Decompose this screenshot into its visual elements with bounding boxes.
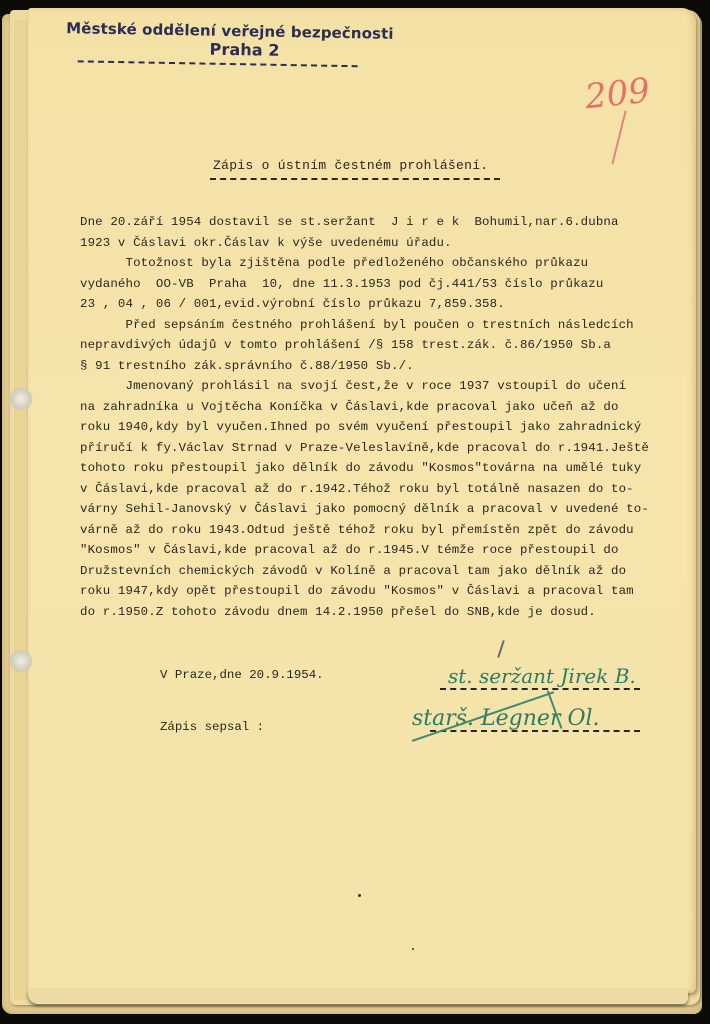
body-line: tohoto roku přestoupil jako dělník do závodu "Kosmos"továrna na umělé tuky: [80, 461, 642, 475]
title-underline: [210, 178, 500, 180]
body-line: Jmenovaný prohlásil na svojí čest,že v roce 1937 vstoupil do učení: [80, 379, 627, 393]
stamp-office-name: Městské oddělení veřejné bezpečnosti: [66, 19, 394, 43]
body-line: roku 1947,kdy opět přestoupil do závodu "Kosmos" v Čáslavi a pracoval tam: [80, 584, 634, 598]
body-line: příručí k fy.Václav Strnad v Praze-Veleslavíně,kde pracoval do r.1941.Ještě: [80, 440, 649, 455]
body-line: roku 1940,kdy byl vyučen.Ihned po svém vyučení přestoupil jako zahradnický: [80, 420, 642, 434]
paper-speck: [358, 894, 361, 897]
body-line: 23 , 04 , 06 / 001,evid.výrobní číslo průkazu 7,859.358.: [80, 297, 505, 311]
binding-string-knot-icon: [8, 388, 34, 410]
body-line: vydaného OO-VB Praha 10, dne 11.3.1953 pod čj.441/53 číslo průkazu: [80, 276, 604, 291]
declaration-body: [80, 212, 680, 622]
body-line: Totožnost byla zjištěna podle předloženého občanského průkazu: [80, 256, 589, 270]
body-line: § 91 trestního zák.správního č.88/1950 Sb./.: [80, 358, 414, 373]
binding-string-knot-icon: [8, 650, 34, 672]
page-bottom-edge: [28, 990, 688, 1004]
stamp-city: Praha 2: [209, 39, 280, 60]
body-line: do r.1950.Z tohoto závodu dnem 14.2.1950 přešel do SNB,kde je dosud.: [80, 604, 596, 619]
declarant-signature: st. seržant Jirek B.: [448, 664, 636, 688]
body-line: nepravdivých údajů v tomto prohlášení /§ 158 trest.zák. č.86/1950 Sb.a: [80, 338, 611, 352]
folio-number: 209: [583, 70, 652, 118]
declarant-signature-line: [440, 688, 640, 690]
recorder-signature-line: [430, 730, 640, 732]
recorder-signature: starš. Legner Ol.: [412, 706, 600, 731]
body-line: na zahradníka u Vojtěcha Koníčka v Čáslavi,kde pracoval jako učeň až do: [80, 399, 619, 414]
body-line: v Čáslavi,kde pracoval až do r.1942.Téhož roku byl totálně nasazen do to-: [80, 481, 634, 496]
document-title: Zápis o ústním čestném prohlášení.: [213, 158, 489, 173]
body-line: Družstevních chemických závodů v Kolíně a pracoval tam jako dělník až do: [80, 563, 627, 578]
body-line: várně až do roku 1943.Odtud ještě téhož roku byl přemístěn zpět do závodu: [80, 522, 634, 537]
recorded-by-label: Zápis sepsal :: [160, 720, 265, 734]
body-line: Dne 20.září 1954 dostavil se st.seržant J i r e k Bohumil,nar.6.dubna: [80, 215, 619, 229]
body-line: várny Sehil-Janovský v Čáslavi jako pomocný dělník a pracoval v uvedené to-: [80, 502, 649, 516]
body-line: 1923 v Čáslavi okr.Čáslav k výše uvedenému úřadu.: [80, 235, 452, 250]
body-line: Před sepsáním čestného prohlášení byl poučen o trestních následcích: [80, 317, 634, 332]
place-and-date: V Praze,dne 20.9.1954.: [160, 668, 324, 682]
office-stamp: [66, 19, 394, 68]
paper-speck: [412, 948, 414, 950]
body-line: "Kosmos" v Čáslavi,kde pracoval až do r.1945.V témže roce přestoupil do: [80, 543, 619, 557]
